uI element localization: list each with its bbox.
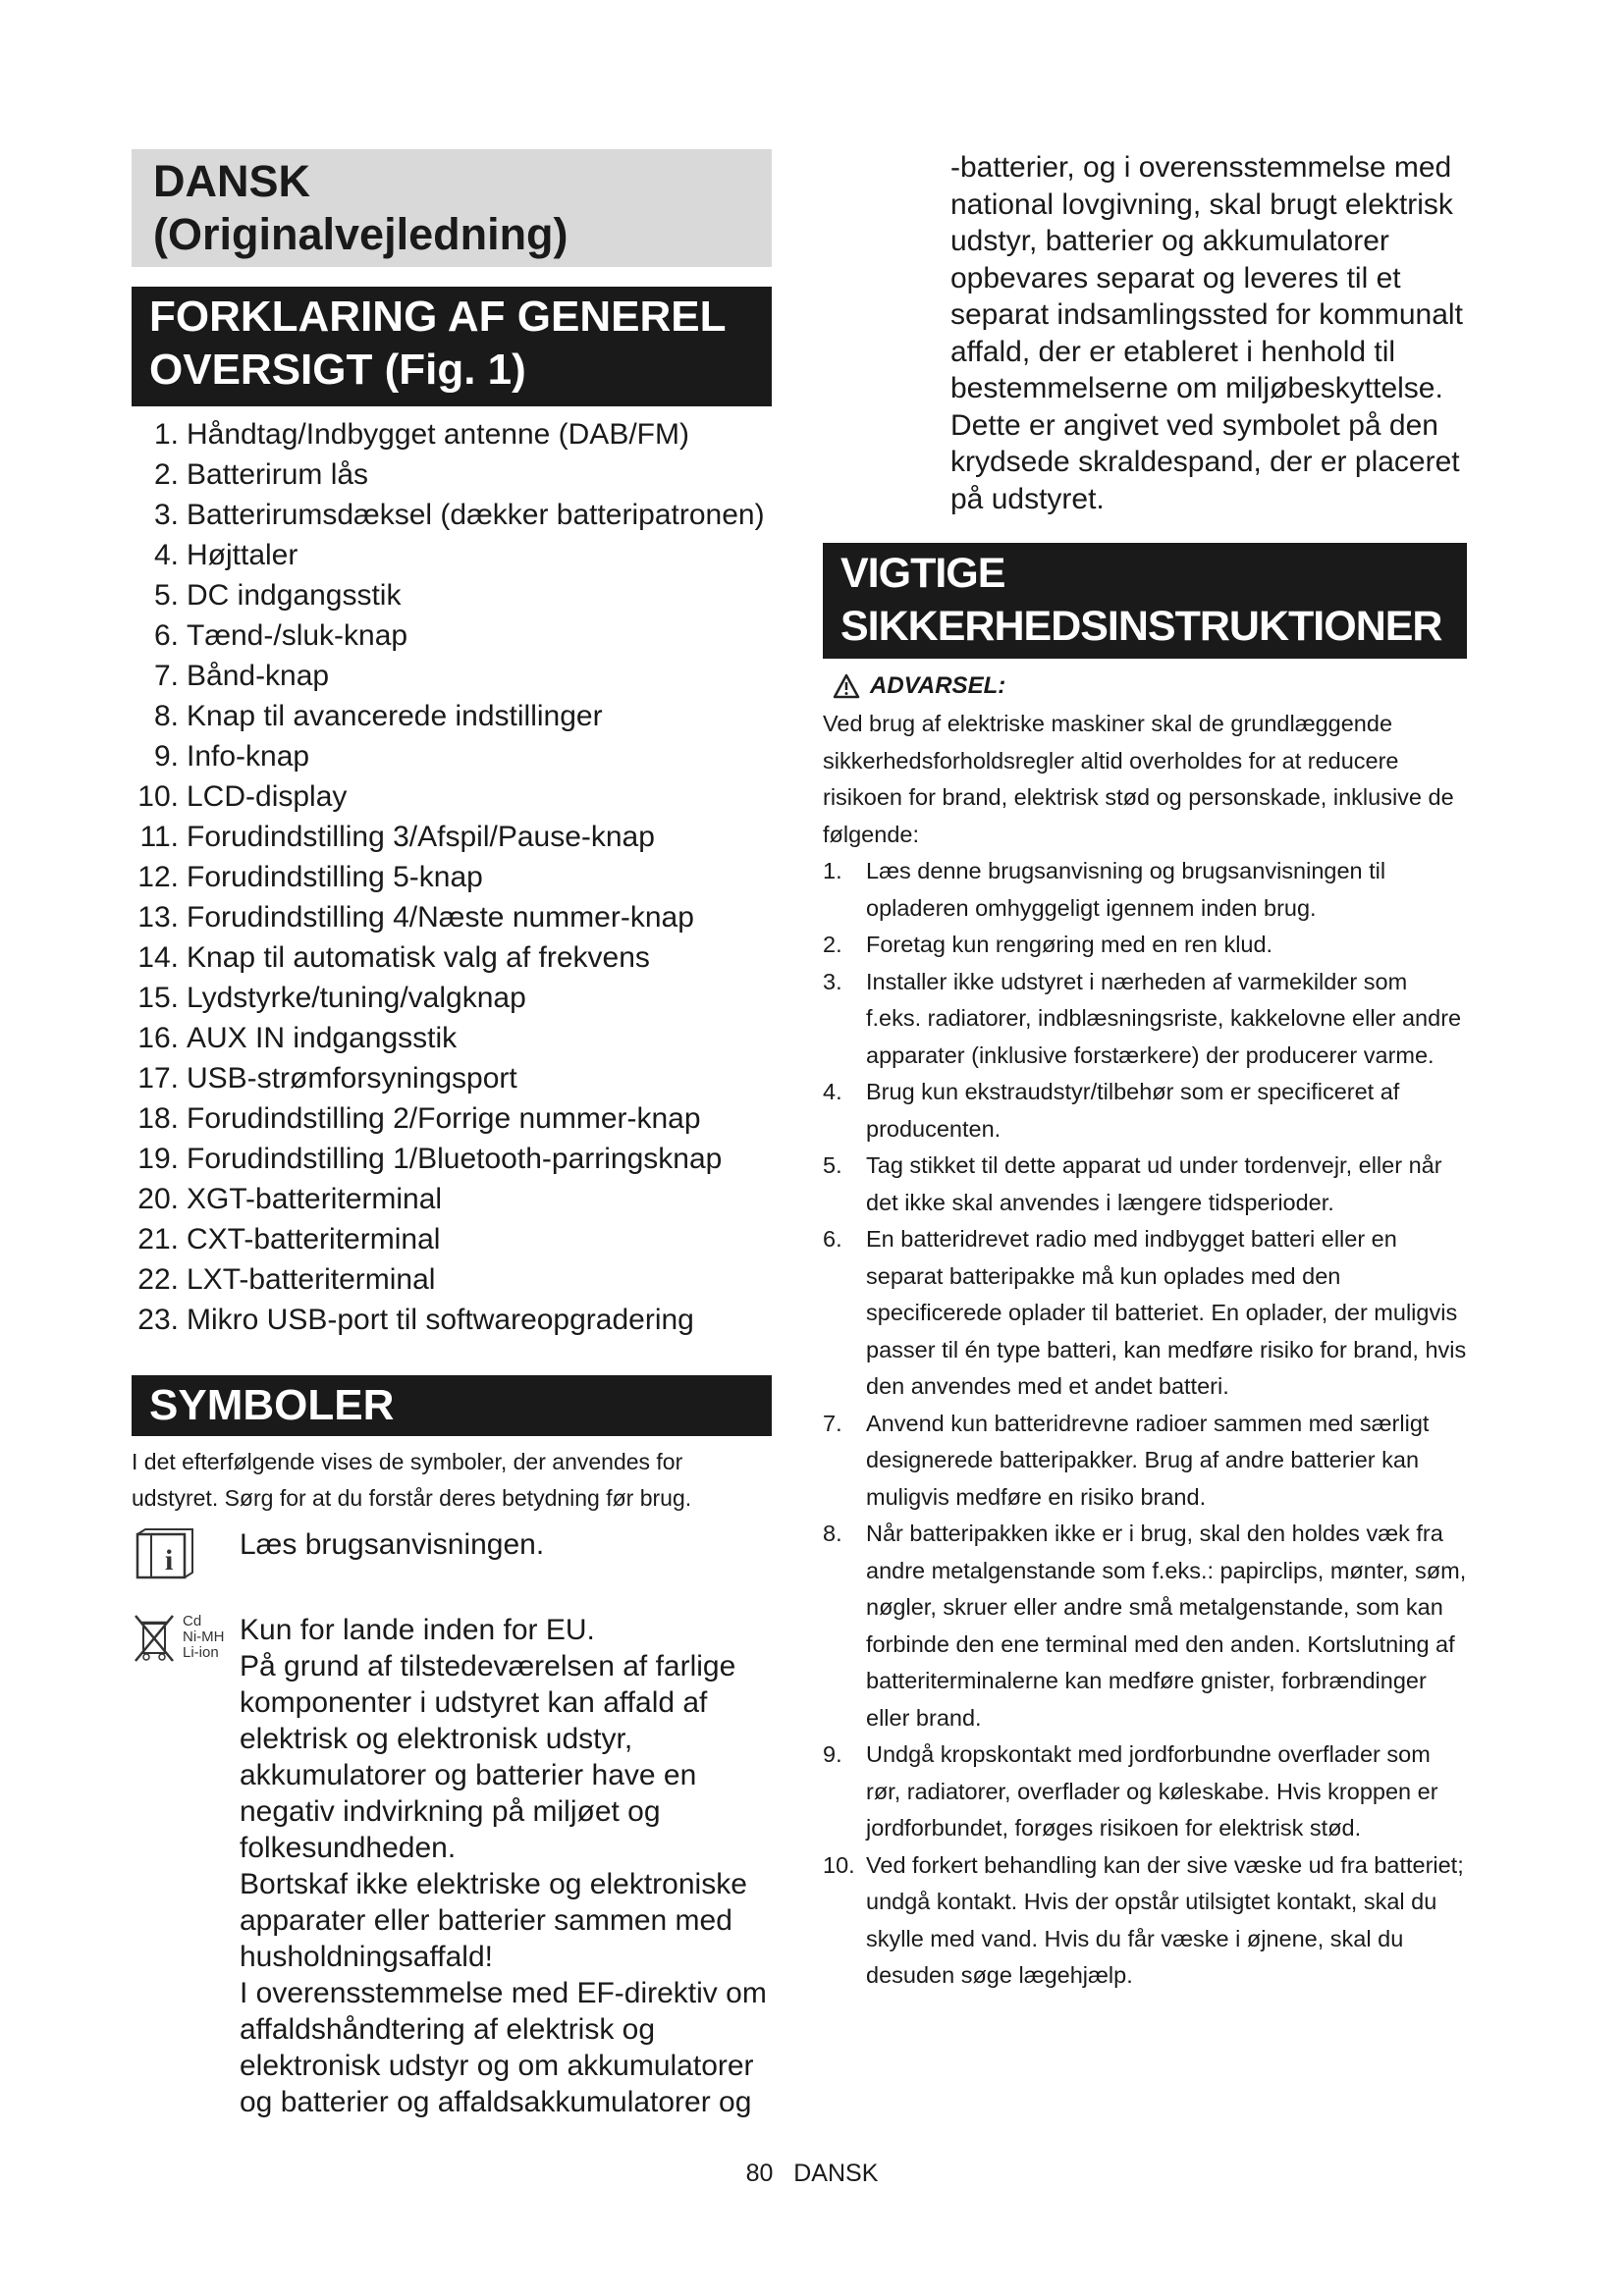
item-text: Håndtag/Indbygget antenne (DAB/FM) xyxy=(187,418,689,451)
parts-list-item xyxy=(132,535,772,575)
parts-list-item xyxy=(132,897,772,937)
safety-heading-line1: VIGTIGE xyxy=(840,550,1005,597)
item-number: 22. xyxy=(137,1263,179,1296)
rule-number: 8. xyxy=(823,1521,842,1546)
parts-list-item xyxy=(132,1058,772,1098)
safety-rule xyxy=(823,964,1467,1075)
parts-list xyxy=(132,414,772,1340)
bin-label-nimh: Ni-MH xyxy=(183,1629,225,1645)
item-number: 17. xyxy=(137,1062,179,1095)
item-text: Info-knap xyxy=(187,740,310,773)
item-number: 20. xyxy=(137,1183,179,1215)
bin-label-cd: Cd xyxy=(183,1613,202,1629)
svg-text:i: i xyxy=(165,1544,174,1576)
safety-heading xyxy=(823,543,1467,659)
item-number: 18. xyxy=(137,1102,179,1135)
rule-number: 5. xyxy=(823,1152,842,1178)
rule-text: Når batteripakken ikke er i brug, skal den holdes væk fra andre metalgenstande som f.eks.: papirclips, mønter, søm, nøgler, skruer eller andre små metalgenstande, som kan forbinde den ene terminal med den anden. Kortslutning af batteriterminalerne kan medføre gnister, forbrændinger eller brand. xyxy=(866,1521,1467,1731)
left-column xyxy=(132,149,772,2120)
item-text: CXT-batteriterminal xyxy=(187,1223,441,1255)
item-text: Forudindstilling 4/Næste nummer-knap xyxy=(187,901,694,934)
safety-heading-line2: SIKKERHEDSINSTRUKTIONER xyxy=(840,603,1442,650)
item-text: Bånd-knap xyxy=(187,660,330,692)
overview-heading-line2: OVERSIGT (Fig. 1) xyxy=(149,346,526,394)
item-text: LXT-batteriterminal xyxy=(187,1263,436,1296)
eu-paragraph: Bortskaf ikke elektriske og elektroniske apparater eller batterier sammen med husholdningsaffald! xyxy=(240,1868,747,1973)
symbols-heading: SYMBOLER xyxy=(132,1375,772,1436)
rule-text: Ved forkert behandling kan der sive væske ud fra batteriet; undgå kontakt. Hvis der opstår utilsigtet kontakt, skal du skylle med vand. Hvis du får væske i øjnene, skal du desuden søge lægehjælp. xyxy=(866,1851,1464,1988)
item-text: Højttaler xyxy=(187,539,298,571)
item-number: 7. xyxy=(153,660,179,692)
footer-language: DANSK xyxy=(793,2160,879,2187)
rule-text: Brug kun ekstraudstyr/tilbehør som er specificeret af producenten. xyxy=(866,1079,1400,1142)
read-manual-icon xyxy=(132,1526,240,1590)
item-text: LCD-display xyxy=(187,780,348,813)
read-manual-symbol-row xyxy=(132,1526,772,1590)
item-number: 13. xyxy=(137,901,179,934)
item-text: AUX IN indgangsstik xyxy=(187,1022,458,1054)
symbols-intro: I det efterfølgende vises de symboler, der anvendes for udstyret. Sørg for at du forstår deres betydning før brug. xyxy=(132,1449,692,1511)
parts-list-item xyxy=(132,656,772,696)
item-number: 12. xyxy=(137,861,179,893)
item-text: USB-strømforsyningsport xyxy=(187,1062,517,1095)
item-number: 10. xyxy=(137,780,179,813)
item-number: 19. xyxy=(137,1143,179,1175)
eu-disposal-text xyxy=(240,1612,772,2120)
safety-rule xyxy=(823,1847,1467,1995)
item-number: 2. xyxy=(153,458,179,491)
safety-rule xyxy=(823,1516,1467,1736)
item-text: Forudindstilling 2/Forrige nummer-knap xyxy=(187,1102,701,1135)
safety-rule xyxy=(823,1406,1467,1517)
item-number: 14. xyxy=(137,941,179,974)
parts-list-item xyxy=(132,696,772,736)
page-number: 80 xyxy=(745,2160,774,2187)
item-number: 4. xyxy=(153,539,179,571)
crossed-bin-icon xyxy=(132,1612,240,2120)
item-text: Batterirum lås xyxy=(187,458,369,491)
warning-title xyxy=(823,670,1467,702)
safety-rule xyxy=(823,1148,1467,1221)
parts-list-item xyxy=(132,776,772,817)
overview-heading xyxy=(132,287,772,406)
item-text: Knap til automatisk valg af frekvens xyxy=(187,941,650,974)
safety-rule xyxy=(823,1221,1467,1406)
safety-rule xyxy=(823,1074,1467,1148)
safety-rule xyxy=(823,927,1467,964)
eu-symbol-row xyxy=(132,1612,772,2120)
item-number: 3. xyxy=(153,499,179,531)
safety-rule xyxy=(823,853,1467,927)
item-number: 11. xyxy=(139,821,179,853)
rule-text: Undgå kropskontakt med jordforbundne overflader som rør, radiatorer, overflader og køleskabe. Hvis kroppen er jordforbundet, forøges risikoen for elektrisk stød. xyxy=(866,1741,1438,1841)
rule-number: 4. xyxy=(823,1079,842,1104)
item-number: 23. xyxy=(137,1304,179,1336)
warning-label: ADVARSEL: xyxy=(870,672,1006,699)
eu-disposal-continuation: -batterier, og i overensstemmelse med national lovgivning, skal brugt elektrisk udstyr, batterier og akkumulatorer opbevares separat og leveres til et separat indsamlingssted for kommunalt affald, der er etableret i henhold til bestemmelserne om miljøbeskyttelse. Dette er angivet ved symbolet på den krydsede skraldespand, der er placeret på udstyret. xyxy=(950,151,1463,515)
rule-number: 7. xyxy=(823,1410,842,1436)
item-text: Knap til avancerede indstillinger xyxy=(187,700,603,732)
parts-list-item xyxy=(132,1300,772,1340)
page-footer xyxy=(0,2160,1624,2188)
language-subtitle: (Originalvejledning) xyxy=(153,209,568,259)
parts-list-item xyxy=(132,978,772,1018)
parts-list-item xyxy=(132,495,772,535)
parts-list-item xyxy=(132,1139,772,1179)
language-title: DANSK xyxy=(153,156,311,206)
item-text: Tænd-/sluk-knap xyxy=(187,619,408,652)
safety-rule xyxy=(823,1736,1467,1847)
parts-list-item xyxy=(132,454,772,495)
language-header xyxy=(132,149,772,267)
warning-triangle-icon xyxy=(833,673,860,699)
right-column xyxy=(823,149,1467,1995)
parts-list-item xyxy=(132,937,772,978)
item-text: Batterirumsdæksel (dækker batteripatronen) xyxy=(187,499,765,531)
rule-text: Foretag kun rengøring med en ren klud. xyxy=(866,932,1273,957)
rule-number: 10. xyxy=(823,1851,855,1878)
rule-text: Installer ikke udstyret i nærheden af varmekilder som f.eks. radiatorer, indblæsningsriste, kakkelovne eller andre apparater (inklusive forstærkere) der producerer varme. xyxy=(866,968,1462,1068)
item-text: XGT-batteriterminal xyxy=(187,1183,443,1215)
parts-list-item xyxy=(132,1018,772,1058)
item-number: 15. xyxy=(137,982,179,1014)
parts-list-item xyxy=(132,1179,772,1219)
item-number: 6. xyxy=(153,619,179,652)
item-text: Forudindstilling 5-knap xyxy=(187,861,483,893)
item-number: 21. xyxy=(137,1223,179,1255)
parts-list-item xyxy=(132,1098,772,1139)
item-text: Forudindstilling 3/Afspil/Pause-knap xyxy=(187,821,655,853)
rule-number: 6. xyxy=(823,1226,842,1252)
rule-text: Anvend kun batteridrevne radioer sammen med særligt designerede batteripakker. Brug af andre batterier kan muligvis medføre en risiko brand. xyxy=(866,1410,1430,1510)
parts-list-item xyxy=(132,575,772,615)
rule-text: Tag stikket til dette apparat ud under tordenvejr, eller når det ikke skal anvendes i længere tidsperioder. xyxy=(866,1152,1442,1215)
rule-number: 1. xyxy=(823,858,842,883)
overview-heading-line1: FORKLARING AF GENEREL xyxy=(149,293,727,341)
rule-text: Læs denne brugsanvisning og brugsanvisningen til opladeren omhyggeligt igennem inden brug. xyxy=(866,858,1386,921)
eu-paragraph: På grund af tilstedeværelsen af farlige komponenter i udstyret kan affald af elektrisk og elektronisk udstyr, akkumulatorer og batterier have en negativ indvirkning på miljøet og folkesundheden. xyxy=(240,1650,736,1864)
parts-list-item xyxy=(132,736,772,776)
read-manual-text: Læs brugsanvisningen. xyxy=(240,1528,545,1561)
item-text: Mikro USB-port til softwareopgradering xyxy=(187,1304,694,1336)
parts-list-item xyxy=(132,615,772,656)
rule-text: En batteridrevet radio med indbygget batteri eller en separat batteripakke må kun oplades med den specificerede oplader til batteriet. En oplader, der muligvis passer til én type batteri, kan medføre risiko for brand, hvis den anvendes med et andet batteri. xyxy=(866,1226,1467,1399)
item-text: Forudindstilling 1/Bluetooth-parringsknap xyxy=(187,1143,723,1175)
item-number: 8. xyxy=(153,700,179,732)
rule-number: 2. xyxy=(823,932,842,957)
item-number: 16. xyxy=(137,1022,179,1054)
item-text: Lydstyrke/tuning/valgknap xyxy=(187,982,526,1014)
eu-paragraph: Kun for lande inden for EU. xyxy=(240,1614,595,1646)
parts-list-item xyxy=(132,817,772,857)
eu-paragraph: I overensstemmelse med EF-direktiv om affaldshåndtering af elektrisk og elektronisk udstyr og om akkumulatorer og batterier og affaldsakkumulatorer og xyxy=(240,1977,767,2118)
item-number: 1. xyxy=(153,418,179,451)
warning-intro: Ved brug af elektriske maskiner skal de grundlæggende sikkerhedsforholdsregler altid overholdes for at reducere risikoen for brand, elektrisk stød og personskade, inklusive de følgende: xyxy=(823,711,1454,847)
safety-rules-list xyxy=(823,853,1467,1995)
parts-list-item xyxy=(132,1219,772,1259)
item-text: DC indgangsstik xyxy=(187,579,402,612)
rule-number: 9. xyxy=(823,1741,842,1767)
item-number: 5. xyxy=(153,579,179,612)
rule-number: 3. xyxy=(823,968,842,994)
bin-label-liion: Li-ion xyxy=(183,1644,219,1661)
item-number: 9. xyxy=(153,740,179,773)
parts-list-item xyxy=(132,1259,772,1300)
parts-list-item xyxy=(132,857,772,897)
parts-list-item xyxy=(132,414,772,454)
